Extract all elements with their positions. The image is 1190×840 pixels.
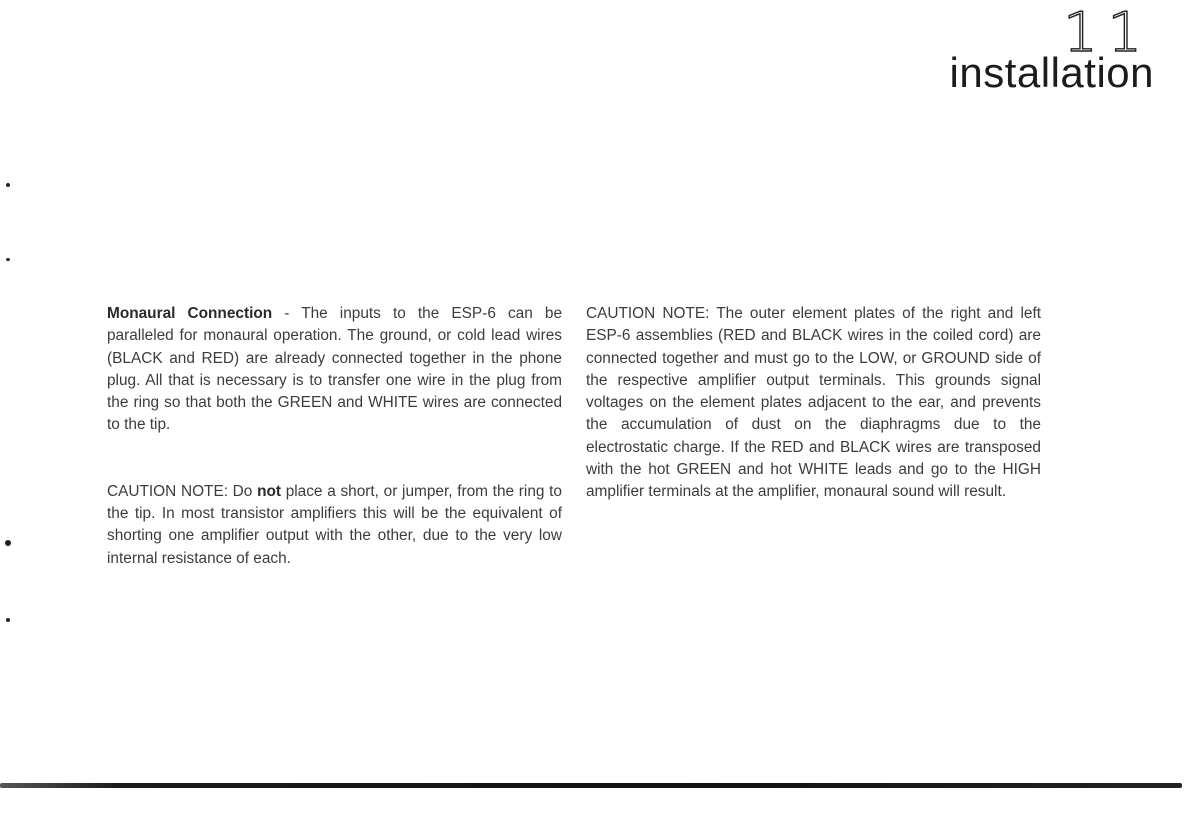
page-number: 11: [1063, 1, 1152, 64]
caution-note-short-text-end: place a short, or jumper, from the ring to the tip. In most transistor amplifiers this will be the equivalent of shorting one amplifier output with the other, due to the very low internal resistance of each.: [107, 482, 562, 567]
monaural-connection-heading: Monaural Connection: [107, 305, 273, 322]
caution-note-ground-paragraph: CAUTION NOTE: The outer element plates of the right and left ESP-6 assemblies (RED and BLACK wires in the coiled cord) are connected together and must go to the LOW, or GROUND side of the respective amplifier output terminals. This grounds signal voltages on the element plates adjacent to the ear, and prevents the accumulation of dust on the diaphragms due to the electrostatic charge. If the RED and BLACK wires are transposed with the hot GREEN and hot WHITE leads and go to the HIGH amplifier terminals at the amplifier, monaural sound will result.: [586, 305, 1041, 501]
scan-speck: [5, 540, 11, 546]
scan-speck: [6, 618, 10, 622]
monaural-connection-text: - The inputs to the ESP-6 can be paralleled for monaural operation. The ground, or cold lead wires (BLACK and RED) are already connected together in the phone plug. All that is necessary is to transfer one wire in the plug from the ring so that both the GREEN and WHITE wires are connected to the tip.: [107, 305, 563, 434]
monaural-connection-paragraph: [107, 303, 562, 437]
scan-speck: [6, 183, 10, 187]
right-column: [586, 303, 1041, 504]
caution-note-emphasis: not: [257, 482, 281, 500]
caution-note-short-text-start: CAUTION NOTE: Do: [107, 482, 258, 500]
section-title: installation: [949, 49, 1154, 96]
bottom-rule: [0, 783, 1182, 788]
scan-speck: [6, 258, 10, 261]
left-column: [107, 303, 562, 570]
caution-note-short-paragraph: [107, 481, 562, 570]
